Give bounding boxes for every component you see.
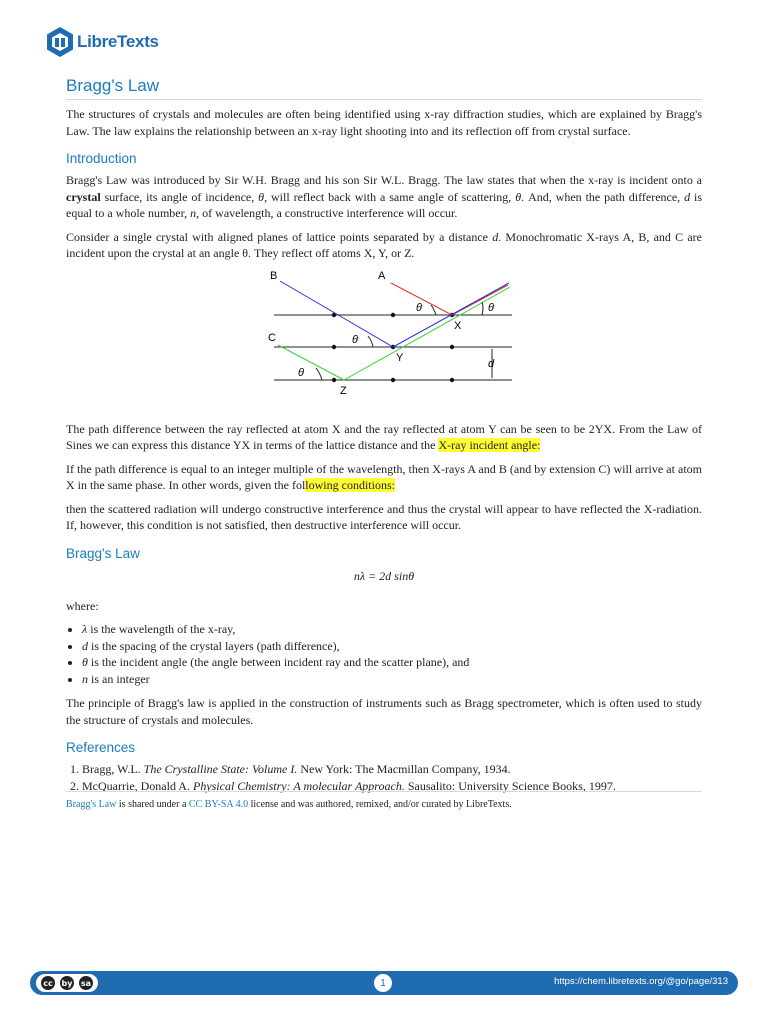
introduction-paragraph-1: Bragg's Law was introduced by Sir W.H. Bragg and his son Sir W.L. Bragg. The law states that when the x-ray is incident onto a crystal surface, its angle of incidence, θ, will reflect back with a same angle of scattering, θ. And, when the path difference, d is equal to a whole number, n, of wavelength, a constructive interference will occur. [66,173,703,220]
page-number: 1 [374,974,392,992]
logo-text: LibreTexts [77,32,159,51]
list-item: • θ is the incident angle (the angle between incident ray and the scatter plane), and [82,654,702,671]
cc-license-badge[interactable] [36,974,98,992]
variable-list [66,621,702,687]
crystal-link[interactable]: crystal [66,189,101,204]
page-title: Bragg's Law [66,76,702,100]
sa-icon: sa [79,976,93,990]
by-icon: by [60,976,74,990]
intro-paragraph: The structures of crystals and molecules are often being identified using x-ray diffraction studies, which are explained by Bragg's Law. The law explains the relationship between an x-ray light shooting into and its reflection off from crystal surface. [66,107,702,138]
bragg-equation: nλ = 2d sinθ [353,568,415,583]
theta-label-3: θ [352,333,358,346]
where-label: where: [66,598,99,613]
spacing-label-d: d [488,357,495,370]
page-link[interactable]: Bragg's Law [66,799,117,810]
reference-item: 1. Bragg, W.L. The Crystalline State: Volume I. New York: The Macmillan Company, 1934. [82,761,702,778]
list-item: • λ is the wavelength of the x-ray, [82,621,702,638]
section-heading-references: References [66,740,136,755]
introduction-paragraph-4: If the path difference is equal to an integer multiple of the wavelength, then X-rays A and B (and by extension C) will arrive at atom X in the same phase. In other words, given the following conditions: [66,461,702,492]
cc-icon: cc [41,976,55,990]
page-url[interactable]: https://chem.libretexts.org/@go/page/313 [554,976,728,987]
license-notice: Bragg's Law is shared under a CC BY-SA 4.0 license and was authored, remixed, and/or curated by LibreTexts. [66,799,512,810]
highlight-incident-angle: X-ray incident angle: [438,438,541,452]
libretexts-hexagon-icon [46,26,74,58]
introduction-paragraph-3: The path difference between the ray reflected at atom X and the ray reflected at atom Y can be seen to be 2YX. From the Law of Sines we can express this distance YX in terms of the lattice distance and the X-ray incident angle: [66,421,702,452]
reference-list [66,761,702,794]
reference-item: 2. McQuarrie, Donald A. Physical Chemistry: A molecular Approach. Sausalito: University Science Books, 1997. [82,778,702,795]
page-footer-bar [30,971,738,995]
footer-divider [66,791,702,792]
introduction-paragraph-2: Consider a single crystal with aligned planes of lattice points separated by a distance d. Monochromatic X-rays A, B, and C are incident upon the crystal at an angle θ. They reflect off atoms X, Y, or Z. [66,229,703,260]
ray-label-c: C [268,331,276,344]
highlight-conditions: lowing conditions: [305,478,395,492]
libretexts-logo[interactable] [46,26,159,58]
theta-label-1: θ [416,301,422,314]
ray-label-a: A [378,269,386,282]
atom-label-y: Y [396,351,404,364]
section-heading-introduction: Introduction [66,151,137,166]
principle-paragraph: The principle of Bragg's law is applied in the construction of instruments such as Bragg spectrometer, which is often used to study the structure of crystals and molecules. [66,696,702,727]
ray-label-b: B [270,269,278,282]
theta-label-4: θ [298,366,304,379]
main-content [66,76,702,800]
bragg-diagram-svg [256,269,546,409]
theta-label-2: θ [488,301,494,314]
bragg-diffraction-diagram [256,269,546,409]
atom-label-x: X [454,319,462,332]
license-link[interactable]: CC BY-SA 4.0 [188,799,249,810]
atom-label-z: Z [340,384,347,397]
section-heading-braggs-law: Bragg's Law [66,545,140,561]
introduction-paragraph-5: then the scattered radiation will undergo constructive interference and thus the crystal will appear to have reflected the X-radiation. If, however, this condition is not satisfied, then destructive interference will occur. [66,501,702,532]
list-item: • d is the spacing of the crystal layers (path difference), [82,638,702,655]
list-item: • n is an integer [82,671,702,688]
